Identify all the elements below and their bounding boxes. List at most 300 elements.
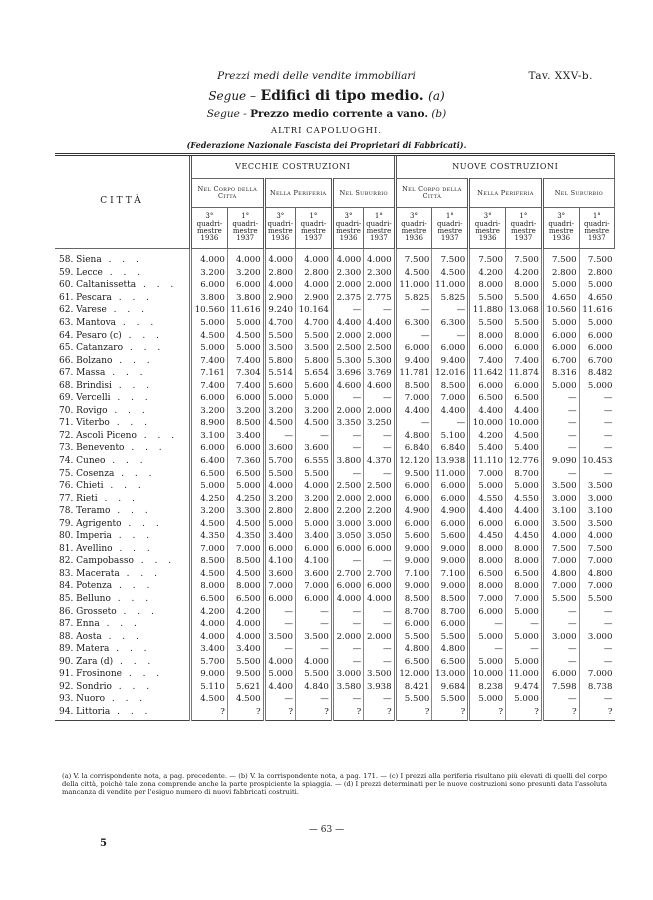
price-cell: 3.500 bbox=[296, 342, 333, 355]
price-cell: 3.769 bbox=[364, 367, 395, 380]
price-cell: 7.304 bbox=[227, 367, 264, 380]
table-row bbox=[55, 279, 615, 292]
price-cell: 5.600 bbox=[296, 379, 333, 392]
price-cell: 9.240 bbox=[264, 304, 295, 317]
price-cell: 4.000 bbox=[264, 279, 295, 292]
price-cell: 4.550 bbox=[469, 492, 506, 505]
price-cell: 6.000 bbox=[579, 342, 614, 355]
price-cell: 2.000 bbox=[364, 492, 395, 505]
price-cell: 7.000 bbox=[542, 580, 579, 593]
price-cell: 6.500 bbox=[395, 656, 432, 669]
price-cell: 2.900 bbox=[296, 292, 333, 305]
dot-leader: . . . bbox=[124, 443, 166, 454]
city-name: 92. Sondrio . . . bbox=[59, 681, 154, 692]
price-cell: — bbox=[542, 693, 579, 706]
table-row bbox=[55, 517, 615, 530]
group-header-old: VECCHIE COSTRUZIONI bbox=[191, 155, 396, 179]
price-cell: — bbox=[542, 605, 579, 618]
price-cell: 5.110 bbox=[191, 681, 228, 694]
city-name: 78. Teramo . . . bbox=[59, 506, 152, 517]
price-cell: 6.000 bbox=[191, 392, 228, 405]
table-row bbox=[55, 304, 615, 317]
price-cell: 6.000 bbox=[506, 379, 543, 392]
price-cell: 4.840 bbox=[296, 681, 333, 694]
price-cell: 6.000 bbox=[469, 379, 506, 392]
price-cell: 5.500 bbox=[506, 317, 543, 330]
price-cell: 2.300 bbox=[332, 267, 363, 280]
table-row bbox=[55, 354, 615, 367]
price-cell: 5.000 bbox=[542, 279, 579, 292]
price-cell: 6.500 bbox=[469, 568, 506, 581]
price-cell: 6.000 bbox=[395, 480, 432, 493]
table-row bbox=[55, 630, 615, 643]
city-name: 84. Potenza . . . bbox=[59, 581, 154, 592]
subgroup-header: Nella Periferia bbox=[264, 179, 332, 208]
price-cell: 11.616 bbox=[579, 304, 614, 317]
price-cell: 12.016 bbox=[432, 367, 469, 380]
price-cell: — bbox=[432, 417, 469, 430]
price-cell: 4.700 bbox=[296, 317, 333, 330]
price-cell: 8.000 bbox=[227, 580, 264, 593]
page-title: Segue – Edifici di tipo medio. (a) bbox=[208, 88, 445, 104]
price-cell: 4.400 bbox=[395, 405, 432, 418]
table-row bbox=[55, 681, 615, 694]
price-cell: 3.500 bbox=[542, 480, 579, 493]
price-cell: 4.500 bbox=[227, 517, 264, 530]
price-cell: 9.474 bbox=[506, 681, 543, 694]
table-row bbox=[55, 329, 615, 342]
price-cell: 7.500 bbox=[395, 249, 432, 267]
price-cell: 4.800 bbox=[542, 568, 579, 581]
price-cell: — bbox=[579, 442, 614, 455]
price-cell: ? bbox=[579, 706, 614, 721]
price-cell: 11.874 bbox=[506, 367, 543, 380]
price-cell: 5.500 bbox=[296, 668, 333, 681]
price-cell: 11.110 bbox=[469, 455, 506, 468]
price-cell: 5.000 bbox=[506, 693, 543, 706]
dot-leader: . . . bbox=[101, 631, 143, 642]
dot-leader: . . . bbox=[97, 493, 139, 504]
dot-leader: . . . bbox=[111, 531, 154, 542]
price-cell: 4.500 bbox=[432, 267, 469, 280]
price-cell: 2.800 bbox=[264, 267, 295, 280]
price-cell: 2.500 bbox=[364, 342, 395, 355]
city-name: 91. Frosinone . . . bbox=[59, 669, 164, 680]
price-cell: 4.000 bbox=[542, 530, 579, 543]
price-cell: 3.600 bbox=[264, 442, 295, 455]
city-name: 77. Rieti . . . bbox=[59, 493, 139, 504]
price-cell: 4.600 bbox=[332, 379, 363, 392]
price-cell: 3.800 bbox=[227, 292, 264, 305]
price-cell: 3.400 bbox=[227, 430, 264, 443]
price-cell: 4.800 bbox=[395, 430, 432, 443]
price-cell: 6.700 bbox=[542, 354, 579, 367]
price-cell: 4.500 bbox=[264, 417, 295, 430]
dot-leader: . . . bbox=[112, 543, 154, 554]
price-cell: 12.776 bbox=[506, 455, 543, 468]
price-cell: 8.700 bbox=[432, 605, 469, 618]
price-cell: 6.000 bbox=[395, 492, 432, 505]
price-cell: 7.400 bbox=[227, 379, 264, 392]
price-cell: — bbox=[332, 693, 363, 706]
price-cell: 4.350 bbox=[191, 530, 228, 543]
price-cell: 3.800 bbox=[191, 292, 228, 305]
dot-leader: . . . bbox=[107, 405, 149, 416]
price-cell: — bbox=[332, 605, 363, 618]
period-header: 1° quadri-mestre 1937 bbox=[364, 208, 395, 249]
price-cell: 7.000 bbox=[579, 580, 614, 593]
price-cell: 4.500 bbox=[191, 517, 228, 530]
price-cell: 6.500 bbox=[432, 656, 469, 669]
table-row bbox=[55, 593, 615, 606]
price-cell: — bbox=[579, 693, 614, 706]
price-cell: 4.000 bbox=[191, 618, 228, 631]
price-cell: — bbox=[364, 467, 395, 480]
price-cell: — bbox=[579, 656, 614, 669]
price-cell: ? bbox=[364, 706, 395, 721]
price-cell: 7.400 bbox=[227, 354, 264, 367]
city-name: 67. Massa . . . bbox=[59, 368, 147, 379]
city-name: 86. Grosseto . . . bbox=[59, 606, 158, 617]
city-name: 83. Macerata . . . bbox=[59, 568, 161, 579]
price-cell: 4.000 bbox=[227, 249, 264, 267]
price-cell: 6.840 bbox=[395, 442, 432, 455]
price-cell: 9.000 bbox=[395, 543, 432, 556]
price-cell: 5.500 bbox=[506, 292, 543, 305]
price-cell: 6.000 bbox=[227, 442, 264, 455]
price-cell: 9.000 bbox=[395, 580, 432, 593]
price-cell: 4.000 bbox=[579, 530, 614, 543]
price-cell: 6.000 bbox=[264, 593, 295, 606]
table-row bbox=[55, 467, 615, 480]
price-cell: 6.400 bbox=[191, 455, 228, 468]
price-cell: 3.300 bbox=[227, 505, 264, 518]
price-cell: — bbox=[579, 430, 614, 443]
price-cell: 7.000 bbox=[542, 555, 579, 568]
price-cell: 8.000 bbox=[469, 555, 506, 568]
price-cell: 3.200 bbox=[191, 267, 228, 280]
city-name: 90. Zara (d) . . . bbox=[59, 656, 155, 667]
price-cell: — bbox=[364, 442, 395, 455]
table-row bbox=[55, 656, 615, 669]
table-row bbox=[55, 643, 615, 656]
price-cell: 5.500 bbox=[395, 630, 432, 643]
price-cell: 11.642 bbox=[469, 367, 506, 380]
city-name: 73. Benevento . . . bbox=[59, 443, 166, 454]
price-cell: 5.000 bbox=[264, 668, 295, 681]
price-cell: — bbox=[364, 392, 395, 405]
price-cell: 7.000 bbox=[395, 392, 432, 405]
price-cell: 4.350 bbox=[227, 530, 264, 543]
price-cell: 7.400 bbox=[191, 354, 228, 367]
dot-leader: . . . bbox=[103, 481, 145, 492]
dot-leader: . . . bbox=[116, 318, 158, 328]
price-cell: 4.500 bbox=[506, 430, 543, 443]
price-cell: 8.900 bbox=[191, 417, 228, 430]
signature-mark: 5 bbox=[100, 838, 107, 849]
price-cell: 3.100 bbox=[191, 430, 228, 443]
price-cell: 13.068 bbox=[506, 304, 543, 317]
price-cell: 4.200 bbox=[191, 605, 228, 618]
price-cell: 4.500 bbox=[296, 417, 333, 430]
price-cell: — bbox=[395, 304, 432, 317]
dot-leader: . . . bbox=[110, 594, 153, 605]
price-cell: 6.500 bbox=[227, 593, 264, 606]
table-row bbox=[55, 392, 615, 405]
dot-leader: . . . bbox=[110, 393, 152, 404]
price-cell: 6.000 bbox=[395, 342, 432, 355]
price-cell: 8.421 bbox=[395, 681, 432, 694]
table-row bbox=[55, 292, 615, 305]
price-cell: 7.500 bbox=[432, 249, 469, 267]
price-cell: 4.250 bbox=[227, 492, 264, 505]
price-cell: 3.200 bbox=[296, 405, 333, 418]
price-cell: 3.696 bbox=[332, 367, 363, 380]
price-cell: 5.000 bbox=[296, 392, 333, 405]
price-cell: — bbox=[542, 430, 579, 443]
price-cell: 7.000 bbox=[191, 543, 228, 556]
price-cell: 4.200 bbox=[227, 605, 264, 618]
price-cell: 6.000 bbox=[432, 492, 469, 505]
dot-leader: . . . bbox=[111, 292, 154, 303]
price-cell: — bbox=[264, 693, 295, 706]
price-cell: 2.000 bbox=[364, 405, 395, 418]
dot-leader: . . . bbox=[116, 606, 158, 617]
price-cell: 3.580 bbox=[332, 681, 363, 694]
price-cell: 5.000 bbox=[191, 342, 228, 355]
table-row bbox=[55, 417, 615, 430]
price-cell: 5.500 bbox=[264, 467, 295, 480]
city-name: 68. Brindisi . . . bbox=[59, 380, 154, 391]
price-cell: 5.500 bbox=[469, 317, 506, 330]
price-cell: 5.000 bbox=[506, 480, 543, 493]
running-title: Prezzi medi delle vendite immobiliari bbox=[217, 70, 416, 82]
price-cell: 11.781 bbox=[395, 367, 432, 380]
price-cell: 9.500 bbox=[395, 467, 432, 480]
price-cell: — bbox=[332, 442, 363, 455]
price-cell: — bbox=[264, 643, 295, 656]
price-cell: 7.000 bbox=[264, 580, 295, 593]
price-cell: 5.000 bbox=[469, 656, 506, 669]
price-cell: 3.200 bbox=[191, 505, 228, 518]
price-cell: 4.450 bbox=[506, 530, 543, 543]
price-cell: — bbox=[296, 618, 333, 631]
price-cell: 5.000 bbox=[469, 480, 506, 493]
price-cell: 9.090 bbox=[542, 455, 579, 468]
price-cell: 5.825 bbox=[432, 292, 469, 305]
price-cell: 5.800 bbox=[296, 354, 333, 367]
price-cell: 4.500 bbox=[191, 693, 228, 706]
period-header: 3° quadri-mestre 1936 bbox=[264, 208, 295, 249]
price-cell: 3.050 bbox=[332, 530, 363, 543]
dot-leader: . . . bbox=[136, 280, 178, 291]
price-cell: 6.000 bbox=[469, 342, 506, 355]
price-cell: ? bbox=[227, 706, 264, 721]
price-cell: 4.200 bbox=[469, 430, 506, 443]
price-cell: 2.000 bbox=[364, 279, 395, 292]
price-cell: 3.600 bbox=[264, 568, 295, 581]
city-name: 72. Ascoli Piceno . . . bbox=[59, 430, 179, 441]
price-cell: 8.000 bbox=[469, 543, 506, 556]
price-cell: — bbox=[296, 693, 333, 706]
price-cell: 3.200 bbox=[264, 492, 295, 505]
table-row bbox=[55, 405, 615, 418]
price-cell: 9.500 bbox=[227, 668, 264, 681]
price-cell: — bbox=[506, 618, 543, 631]
price-cell: 3.600 bbox=[296, 568, 333, 581]
price-cell: 4.000 bbox=[296, 480, 333, 493]
price-cell: 3.500 bbox=[579, 517, 614, 530]
price-cell: 9.000 bbox=[395, 555, 432, 568]
price-cell: 2.800 bbox=[296, 267, 333, 280]
price-cell: 9.000 bbox=[432, 555, 469, 568]
price-cell: 3.000 bbox=[542, 630, 579, 643]
price-cell: — bbox=[542, 618, 579, 631]
price-cell: 4.200 bbox=[469, 267, 506, 280]
price-cell: 6.000 bbox=[432, 480, 469, 493]
price-cell: 4.700 bbox=[264, 317, 295, 330]
price-cell: — bbox=[579, 618, 614, 631]
table-row bbox=[55, 555, 615, 568]
dot-leader: . . . bbox=[111, 681, 154, 692]
city-name: 66. Bolzano . . . bbox=[59, 355, 154, 366]
price-cell: 10.000 bbox=[469, 417, 506, 430]
price-cell: 2.500 bbox=[332, 480, 363, 493]
price-cell: 6.000 bbox=[191, 442, 228, 455]
price-cell: — bbox=[332, 555, 363, 568]
price-cell: 3.200 bbox=[227, 405, 264, 418]
price-cell: ? bbox=[191, 706, 228, 721]
city-name: 85. Belluno . . . bbox=[59, 594, 153, 605]
price-cell: 10.560 bbox=[542, 304, 579, 317]
price-cell: 2.700 bbox=[364, 568, 395, 581]
dot-leader: . . . bbox=[110, 506, 152, 517]
dot-leader: . . . bbox=[112, 355, 154, 366]
price-cell: 6.840 bbox=[432, 442, 469, 455]
city-name: 76. Chieti . . . bbox=[59, 481, 145, 492]
price-cell: 6.000 bbox=[395, 517, 432, 530]
price-cell: 6.000 bbox=[542, 329, 579, 342]
price-cell: 8.500 bbox=[191, 555, 228, 568]
city-name: 60. Caltanissetta . . . bbox=[59, 280, 178, 291]
price-cell: — bbox=[579, 417, 614, 430]
dot-leader: . . . bbox=[105, 368, 147, 379]
dot-leader: . . . bbox=[111, 380, 154, 391]
price-cell: 4.200 bbox=[506, 267, 543, 280]
city-name: 94. Littoria . . . bbox=[55, 706, 191, 721]
price-cell: 7.000 bbox=[579, 555, 614, 568]
price-cell: — bbox=[469, 643, 506, 656]
price-cell: 6.555 bbox=[296, 455, 333, 468]
price-cell: 4.250 bbox=[191, 492, 228, 505]
price-cell: — bbox=[432, 304, 469, 317]
price-cell: 2.000 bbox=[364, 630, 395, 643]
price-cell: 5.800 bbox=[264, 354, 295, 367]
price-cell: 5.621 bbox=[227, 681, 264, 694]
price-cell: 5.500 bbox=[227, 656, 264, 669]
price-cell: 4.000 bbox=[264, 656, 295, 669]
price-cell: 2.800 bbox=[264, 505, 295, 518]
price-cell: 5.600 bbox=[432, 530, 469, 543]
price-cell: 4.500 bbox=[191, 568, 228, 581]
price-cell: 7.161 bbox=[191, 367, 228, 380]
price-cell: — bbox=[364, 656, 395, 669]
price-cell: 4.000 bbox=[264, 480, 295, 493]
price-cell: 6.000 bbox=[469, 517, 506, 530]
source-line: (Federazione Nazionale Fascista dei Proprietari di Fabbricati). bbox=[186, 140, 467, 150]
price-cell: 4.000 bbox=[296, 249, 333, 267]
period-header: 3° quadri-mestre 1936 bbox=[395, 208, 432, 249]
price-cell: 6.000 bbox=[191, 279, 228, 292]
city-name: 80. Imperia . . . bbox=[59, 531, 154, 542]
price-cell: 8.700 bbox=[395, 605, 432, 618]
price-cell: — bbox=[579, 467, 614, 480]
price-cell: 5.500 bbox=[579, 593, 614, 606]
price-cell: 6.000 bbox=[296, 543, 333, 556]
price-cell: 4.400 bbox=[506, 405, 543, 418]
price-cell: 6.500 bbox=[191, 593, 228, 606]
period-header: 1° quadri-mestre 1937 bbox=[506, 208, 543, 249]
price-cell: 6.000 bbox=[264, 543, 295, 556]
price-cell: 5.000 bbox=[227, 480, 264, 493]
price-cell: 4.000 bbox=[264, 249, 295, 267]
subgroup-header: Nel Suburbio bbox=[332, 179, 395, 208]
price-cell: 6.000 bbox=[395, 618, 432, 631]
dot-leader: . . . bbox=[121, 518, 163, 529]
price-cell: — bbox=[332, 643, 363, 656]
price-cell: 7.000 bbox=[579, 668, 614, 681]
table-row bbox=[55, 455, 615, 468]
price-cell: 2.800 bbox=[296, 505, 333, 518]
price-cell: 6.500 bbox=[506, 392, 543, 405]
section-title: ALTRI CAPOLUOGHI. bbox=[270, 126, 383, 136]
subgroup-header: Nel Corpo della Città bbox=[191, 179, 265, 208]
price-cell: 5.000 bbox=[191, 317, 228, 330]
price-cell: 5.000 bbox=[264, 392, 295, 405]
price-cell: — bbox=[264, 430, 295, 443]
price-cell: 5.000 bbox=[227, 317, 264, 330]
price-cell: 4.500 bbox=[395, 267, 432, 280]
city-name: 88. Aosta . . . bbox=[59, 631, 143, 642]
period-header: 3° quadri-mestre 1936 bbox=[542, 208, 579, 249]
price-cell: 5.000 bbox=[469, 630, 506, 643]
price-cell: 8.000 bbox=[506, 580, 543, 593]
page-number: — 63 — bbox=[308, 825, 345, 835]
price-cell: 7.500 bbox=[579, 249, 614, 267]
dot-leader: . . . bbox=[106, 305, 148, 316]
price-cell: 4.400 bbox=[432, 405, 469, 418]
price-cell: 3.500 bbox=[296, 630, 333, 643]
footnotes: (a) V. la corrispondente nota, a pag. precedente. — (b) V. la corrispondente nota, a pag. 171. — (c) I prezzi alla periferia risultano più elevati di quelli del corpo della città, poichè tale zona comprende anche la parte prospiciente la spiaggia. — (d) I prezzi determinati per le nuove costruzioni sono presunti data l'assoluta mancanza di vendite per l'esiguo numero di nuovi fabbricati costruiti. bbox=[62, 772, 607, 797]
price-cell: 5.500 bbox=[296, 467, 333, 480]
price-cell: 3.500 bbox=[364, 668, 395, 681]
price-cell: 5.500 bbox=[432, 693, 469, 706]
price-cell: 4.900 bbox=[395, 505, 432, 518]
price-cell: 3.100 bbox=[542, 505, 579, 518]
price-cell: 6.000 bbox=[506, 517, 543, 530]
price-cell: 7.000 bbox=[432, 392, 469, 405]
price-cell: — bbox=[469, 618, 506, 631]
price-cell: 6.000 bbox=[506, 342, 543, 355]
price-cell: — bbox=[395, 329, 432, 342]
city-name: 62. Varese . . . bbox=[59, 305, 148, 316]
price-cell: — bbox=[332, 392, 363, 405]
price-cell: 8.700 bbox=[506, 467, 543, 480]
price-cell: 5.500 bbox=[395, 693, 432, 706]
price-cell: 4.500 bbox=[227, 568, 264, 581]
price-cell: 5.000 bbox=[469, 693, 506, 706]
price-cell: 5.600 bbox=[264, 379, 295, 392]
